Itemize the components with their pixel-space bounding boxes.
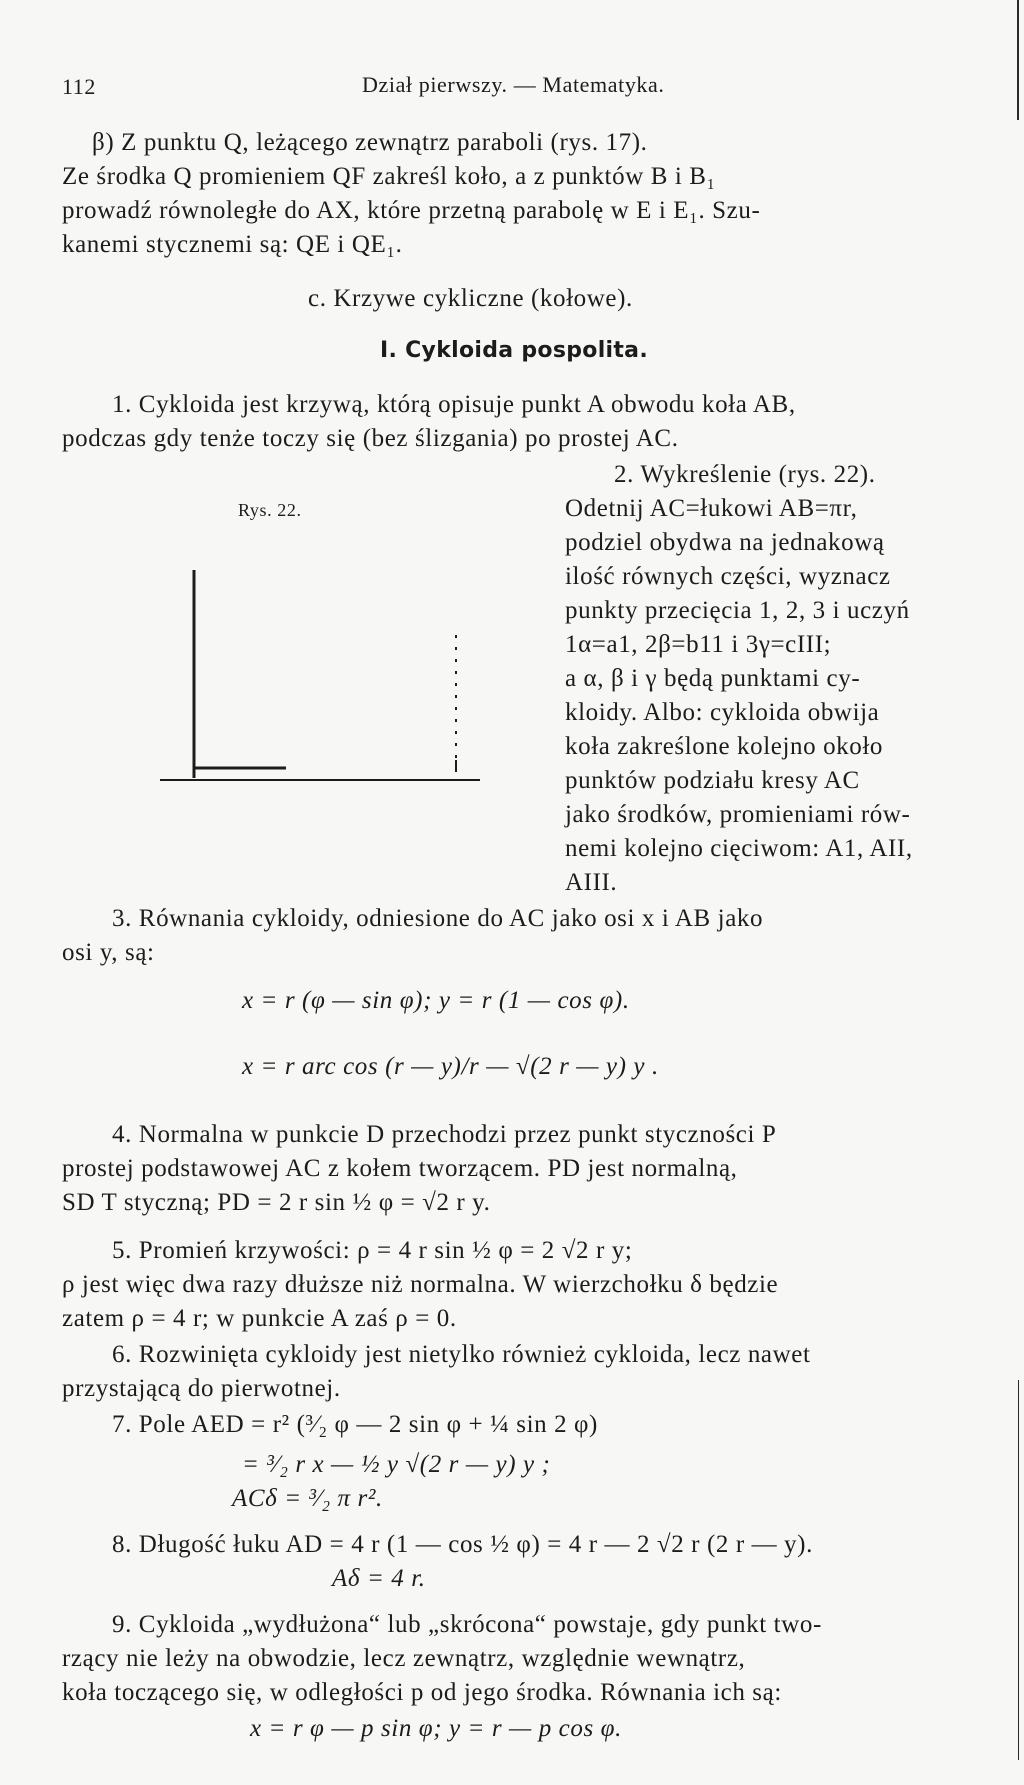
text-line: osi y, są: — [62, 939, 155, 966]
text-line: rzący nie leży na obwodzie, lecz zewnątrz, względnie wewnątrz, — [62, 1645, 746, 1672]
text-line: zatem ρ = 4 r; w punkcie A zaś ρ = 0. — [62, 1305, 457, 1332]
text-line: podziel obydwa na jednakową — [565, 529, 885, 556]
text-line: Odetnij AC=łukowi AB=πr, — [565, 495, 858, 522]
equation: x = r φ — p sin φ; y = r — p cos φ. — [250, 1715, 622, 1742]
figure-22 — [160, 540, 480, 800]
text-line: β) Z punktu Q, leżącego zewnątrz paraboli (rys. 17). — [92, 129, 648, 156]
text-line: 3. Równania cykloidy, odniesione do AC jako osi x i AB jako — [112, 905, 764, 932]
page-number: 112 — [62, 74, 96, 99]
text-line: kanemi stycznemi są: QE i QE₁. — [62, 231, 403, 258]
section-heading: c. Krzywe cykliczne (kołowe). — [308, 285, 633, 312]
text-line: 6. Rozwinięta cykloidy jest nietylko również cykloida, lecz nawet — [112, 1341, 811, 1368]
text-line: 8. Długość łuku AD = 4 r (1 — cos ½ φ) = 4 r — 2 √2 r (2 r — y). — [112, 1531, 813, 1558]
running-title: Dział pierwszy. — Matematyka. — [362, 72, 665, 97]
text-line: 4. Normalna w punkcie D przechodzi przez punkt styczności P — [112, 1121, 777, 1148]
text-line: AIII. — [565, 869, 618, 896]
text-line: 5. Promień krzywości: ρ = 4 r sin ½ φ = 2 √2 r y; — [112, 1237, 633, 1264]
equation: ACδ = ³⁄₂ π r². — [232, 1485, 383, 1512]
text-line: 1. Cykloida jest krzywą, którą opisuje punkt A obwodu koła AB, — [112, 391, 796, 418]
text-line: a α, β i γ będą punktami cy- — [565, 665, 861, 692]
figure-label: Rys. 22. — [238, 500, 302, 520]
text-line: prowadź równoległe do AX, które przetną parabolę w E i E₁. Szu- — [62, 197, 761, 224]
text-line: jako środków, promieniami rów- — [565, 801, 911, 828]
text-line: 2. Wykreślenie (rys. 22). — [614, 461, 876, 488]
text-line: koła zakreślone kolejno około — [565, 733, 884, 760]
text-line: ilość równych części, wyznacz — [565, 563, 891, 590]
text-line: 9. Cykloida „wydłużona“ lub „skrócona“ powstaje, gdy punkt two- — [112, 1611, 822, 1638]
text-line: punkty przecięcia 1, 2, 3 i uczyń — [565, 597, 910, 624]
equation: Aδ = 4 r. — [332, 1565, 426, 1592]
equation: x = r (φ — sin φ); y = r (1 — cos φ). — [242, 987, 630, 1014]
text-line: SD T styczną; PD = 2 r sin ½ φ = √2 r y. — [62, 1189, 491, 1216]
text-line: przystającą do pierwotnej. — [62, 1375, 341, 1402]
text-line: 7. Pole AED = r² (³⁄₂ φ — 2 sin φ + ¼ sin 2 φ) — [112, 1411, 598, 1438]
text-line: podczas gdy tenże toczy się (bez ślizgania) po prostej AC. — [62, 425, 679, 452]
subsection-heading: I. Cykloida pospolita. — [380, 338, 648, 363]
equation: x = r arc cos (r — y)/r — √(2 r — y) y . — [242, 1053, 659, 1080]
equation: = ³⁄₂ r x — ½ y √(2 r — y) y ; — [242, 1451, 551, 1478]
text-line: nemi kolejno cięciwom: A1, AII, — [565, 835, 913, 862]
text-line: punktów podziału kresy AC — [565, 767, 860, 794]
text-line: ρ jest więc dwa razy dłuższe niż normalna. W wierzchołku δ będzie — [62, 1271, 779, 1298]
text-line: prostej podstawowej AC z kołem tworzącem. PD jest normalną, — [62, 1155, 738, 1182]
text-line: 1α=a1, 2β=b11 i 3γ=cIII; — [565, 631, 832, 658]
page-edge-line — [1017, 0, 1019, 120]
text-line: kloidy. Albo: cykloida obwija — [565, 699, 880, 726]
page-edge-line — [1018, 1380, 1019, 1760]
text-line: Ze środka Q promieniem QF zakreśl koło, a z punktów B i B₁ — [62, 163, 716, 190]
text-line: koła toczącego się, w odległości p od jego środka. Równania ich są: — [62, 1679, 782, 1706]
